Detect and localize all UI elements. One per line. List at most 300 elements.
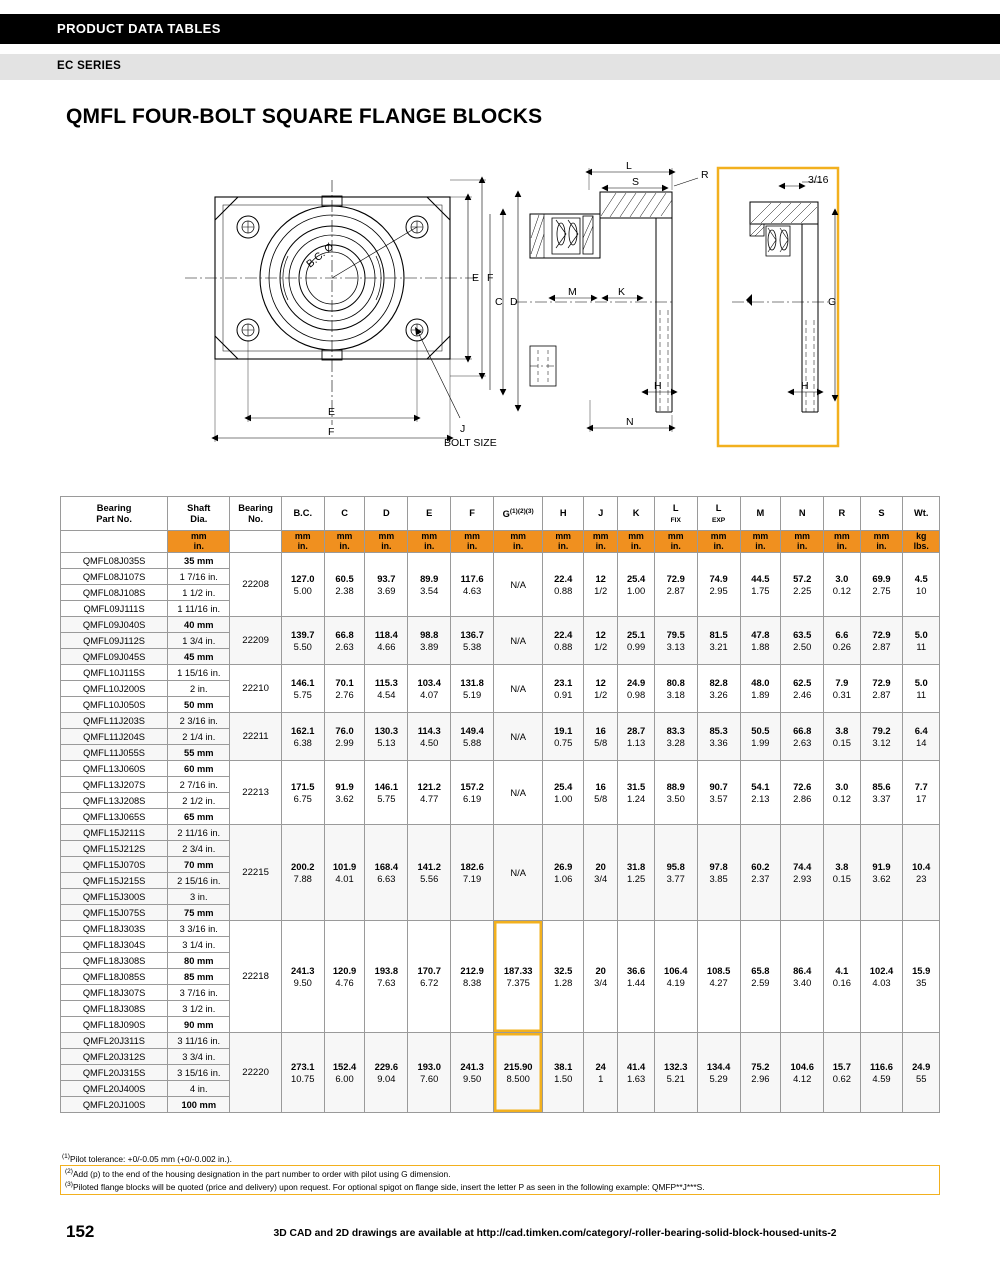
cell-shaft-dia: 3 7/16 in. xyxy=(168,985,230,1001)
units-lexp: mm in. xyxy=(697,531,740,553)
page-title: QMFL FOUR-BOLT SQUARE FLANGE BLOCKS xyxy=(66,105,543,128)
cell-g: N/A xyxy=(494,713,543,761)
cell-bearing-no: 22208 xyxy=(230,553,281,617)
series-label: EC SERIES xyxy=(57,60,122,72)
cell-r: 6.6 0.26 xyxy=(824,617,860,665)
cell-r: 15.7 0.62 xyxy=(824,1033,860,1113)
footnotes xyxy=(60,1152,940,1195)
cell-m: 60.2 2.37 xyxy=(740,825,781,921)
cell-d: 168.4 6.63 xyxy=(365,825,408,921)
cell-r: 4.1 0.16 xyxy=(824,921,860,1033)
cell-part-no: QMFL18J307S xyxy=(61,985,168,1001)
cell-part-no: QMFL09J040S xyxy=(61,617,168,633)
cell-g: 187.33 7.375 xyxy=(494,921,543,1033)
cell-k: 31.5 1.24 xyxy=(618,761,654,825)
product-data-table xyxy=(60,496,940,1113)
cell-f: 136.7 5.38 xyxy=(451,617,494,665)
cell-m: 54.1 2.13 xyxy=(740,761,781,825)
col-k: K xyxy=(618,497,654,531)
cell-shaft-dia: 45 mm xyxy=(168,649,230,665)
hdr-text: L xyxy=(672,502,679,513)
cell-shaft-dia: 2 7/16 in. xyxy=(168,777,230,793)
cell-part-no: QMFL10J050S xyxy=(61,697,168,713)
cell-shaft-dia: 3 in. xyxy=(168,889,230,905)
cell-f: 212.9 8.38 xyxy=(451,921,494,1033)
cell-part-no: QMFL20J311S xyxy=(61,1033,168,1049)
cell-k: 25.4 1.00 xyxy=(618,553,654,617)
col-bc: B.C. xyxy=(281,497,324,531)
cell-bc: 127.0 5.00 xyxy=(281,553,324,617)
cell-c: 152.4 6.00 xyxy=(324,1033,365,1113)
cell-lfix: 88.9 3.50 xyxy=(654,761,697,825)
cell-k: 36.6 1.44 xyxy=(618,921,654,1033)
units-k: mm in. xyxy=(618,531,654,553)
cell-shaft-dia: 1 15/16 in. xyxy=(168,665,230,681)
units-shaft xyxy=(168,531,230,553)
cell-bc: 200.2 7.88 xyxy=(281,825,324,921)
cell-part-no: QMFL15J211S xyxy=(61,825,168,841)
label-k: K xyxy=(618,286,626,298)
hdr-text: Shaft xyxy=(187,502,211,513)
units-m: mm in. xyxy=(740,531,781,553)
label-d: D xyxy=(510,296,518,308)
hdr-text: Part No. xyxy=(96,513,132,524)
cell-f: 149.4 5.88 xyxy=(451,713,494,761)
cell-lfix: 79.5 3.13 xyxy=(654,617,697,665)
cell-lexp: 90.7 3.57 xyxy=(697,761,740,825)
footnote-1: $^{(1)}$Pilot tolerance: +0/-0.05 mm (+0/-0.002 in.). xyxy=(62,1153,232,1164)
units-n: mm in. xyxy=(781,531,824,553)
units-h: mm in. xyxy=(543,531,584,553)
cell-e: 141.2 5.56 xyxy=(408,825,451,921)
cell-lfix: 72.9 2.87 xyxy=(654,553,697,617)
cell-shaft-dia: 2 15/16 in. xyxy=(168,873,230,889)
cell-shaft-dia: 70 mm xyxy=(168,857,230,873)
cell-lexp: 108.5 4.27 xyxy=(697,921,740,1033)
units-r: mm in. xyxy=(824,531,860,553)
cell-c: 66.8 2.63 xyxy=(324,617,365,665)
cell-lexp: 74.9 2.95 xyxy=(697,553,740,617)
cell-lfix: 83.3 3.28 xyxy=(654,713,697,761)
col-c: C xyxy=(324,497,365,531)
label-e-left: E xyxy=(472,272,480,284)
cell-bc: 139.7 5.50 xyxy=(281,617,324,665)
cell-n: 74.4 2.93 xyxy=(781,825,824,921)
label-s: S xyxy=(632,176,640,188)
col-shaft-dia xyxy=(168,497,230,531)
cell-r: 7.9 0.31 xyxy=(824,665,860,713)
cell-wt: 15.9 35 xyxy=(903,921,940,1033)
cell-h: 25.4 1.00 xyxy=(543,761,584,825)
col-n: N xyxy=(781,497,824,531)
cell-d: 193.8 7.63 xyxy=(365,921,408,1033)
cell-lexp: 85.3 3.36 xyxy=(697,713,740,761)
table-row xyxy=(61,553,940,569)
cell-h: 23.1 0.91 xyxy=(543,665,584,713)
cell-shaft-dia: 3 15/16 in. xyxy=(168,1065,230,1081)
col-l-fix xyxy=(654,497,697,531)
cell-m: 47.8 1.88 xyxy=(740,617,781,665)
cell-d: 130.3 5.13 xyxy=(365,713,408,761)
units-bc: mm in. xyxy=(281,531,324,553)
units-f: mm in. xyxy=(451,531,494,553)
cell-part-no: QMFL10J200S xyxy=(61,681,168,697)
cell-part-no: QMFL09J111S xyxy=(61,601,168,617)
cell-lexp: 97.8 3.85 xyxy=(697,825,740,921)
label-g: G xyxy=(828,296,837,308)
hdr-text: Dia. xyxy=(190,513,208,524)
cell-shaft-dia: 40 mm xyxy=(168,617,230,633)
col-r: R xyxy=(824,497,860,531)
cell-e: 121.2 4.77 xyxy=(408,761,451,825)
cell-j: 20 3/4 xyxy=(584,921,618,1033)
footnote-2-text: Add (p) to the end of the housing designation in the part number to order with pilot using G dimension. xyxy=(72,1168,451,1179)
cell-part-no: QMFL18J308S xyxy=(61,1001,168,1017)
footnote-2: $^{(2)}$Add (p) to the end of the housing designation in the part number to order with pilot using G dimension. xyxy=(65,1167,451,1179)
cell-part-no: QMFL08J035S xyxy=(61,553,168,569)
cell-part-no: QMFL15J070S xyxy=(61,857,168,873)
cell-r: 3.8 0.15 xyxy=(824,713,860,761)
cell-shaft-dia: 1 1/2 in. xyxy=(168,585,230,601)
label-m: M xyxy=(568,286,577,298)
product-data-tables-label: PRODUCT DATA TABLES xyxy=(57,21,221,36)
cell-shaft-dia: 2 1/2 in. xyxy=(168,793,230,809)
cell-c: 91.9 3.62 xyxy=(324,761,365,825)
cell-shaft-dia: 3 3/16 in. xyxy=(168,921,230,937)
cell-f: 131.8 5.19 xyxy=(451,665,494,713)
table-header-row xyxy=(61,497,940,531)
cell-wt: 4.5 10 xyxy=(903,553,940,617)
label-h1: H xyxy=(654,380,662,392)
cell-lexp: 82.8 3.26 xyxy=(697,665,740,713)
cell-m: 50.5 1.99 xyxy=(740,713,781,761)
cell-lexp: 81.5 3.21 xyxy=(697,617,740,665)
hdr-text: G xyxy=(502,508,510,519)
cell-part-no: QMFL11J055S xyxy=(61,745,168,761)
label-r: R xyxy=(701,169,709,181)
cell-k: 28.7 1.13 xyxy=(618,713,654,761)
col-j: J xyxy=(584,497,618,531)
cell-k: 25.1 0.99 xyxy=(618,617,654,665)
units-g: mm in. xyxy=(494,531,543,553)
cell-lfix: 106.4 4.19 xyxy=(654,921,697,1033)
cell-lfix: 80.8 3.18 xyxy=(654,665,697,713)
cell-s: 72.9 2.87 xyxy=(860,617,903,665)
cell-wt: 24.9 55 xyxy=(903,1033,940,1113)
cell-g: N/A xyxy=(494,825,543,921)
cell-shaft-dia: 65 mm xyxy=(168,809,230,825)
cell-j: 12 1/2 xyxy=(584,665,618,713)
label-f-dim: F xyxy=(328,426,335,438)
cell-g: N/A xyxy=(494,761,543,825)
hdr-text: L xyxy=(715,502,722,513)
label-three-sixteen: 3/16 xyxy=(808,174,829,186)
col-e: E xyxy=(408,497,451,531)
table-row xyxy=(61,825,940,841)
col-m: M xyxy=(740,497,781,531)
cell-shaft-dia: 50 mm xyxy=(168,697,230,713)
cell-shaft-dia: 2 11/16 in. xyxy=(168,825,230,841)
cell-d: 229.6 9.04 xyxy=(365,1033,408,1113)
cell-wt: 5.0 11 xyxy=(903,665,940,713)
cell-shaft-dia: 1 3/4 in. xyxy=(168,633,230,649)
hdr-text: Bearing xyxy=(96,502,132,513)
table-row xyxy=(61,761,940,777)
cell-bearing-no: 22213 xyxy=(230,761,281,825)
cell-wt: 6.4 14 xyxy=(903,713,940,761)
label-c: C xyxy=(495,296,503,308)
cell-bc: 273.1 10.75 xyxy=(281,1033,324,1113)
cell-bearing-no: 22220 xyxy=(230,1033,281,1113)
cell-part-no: QMFL20J400S xyxy=(61,1081,168,1097)
col-f: F xyxy=(451,497,494,531)
cell-n: 63.5 2.50 xyxy=(781,617,824,665)
cell-g: 215.90 8.500 xyxy=(494,1033,543,1113)
cell-d: 118.4 4.66 xyxy=(365,617,408,665)
cell-r: 3.8 0.15 xyxy=(824,825,860,921)
cell-e: 89.9 3.54 xyxy=(408,553,451,617)
data-table-wrapper xyxy=(60,496,940,1113)
cell-s: 102.4 4.03 xyxy=(860,921,903,1033)
cell-j: 20 3/4 xyxy=(584,825,618,921)
cell-n: 72.6 2.86 xyxy=(781,761,824,825)
cell-s: 85.6 3.37 xyxy=(860,761,903,825)
units-wt: kg lbs. xyxy=(903,531,940,553)
units-e: mm in. xyxy=(408,531,451,553)
label-f-left: F xyxy=(487,272,494,284)
cell-part-no: QMFL18J085S xyxy=(61,969,168,985)
cell-part-no: QMFL10J115S xyxy=(61,665,168,681)
cell-m: 75.2 2.96 xyxy=(740,1033,781,1113)
cell-f: 241.3 9.50 xyxy=(451,1033,494,1113)
cell-n: 66.8 2.63 xyxy=(781,713,824,761)
cell-part-no: QMFL15J212S xyxy=(61,841,168,857)
cell-shaft-dia: 85 mm xyxy=(168,969,230,985)
cell-n: 62.5 2.46 xyxy=(781,665,824,713)
cell-part-no: QMFL13J207S xyxy=(61,777,168,793)
hdr-sub: EXP xyxy=(711,516,726,524)
cell-part-no: QMFL11J204S xyxy=(61,729,168,745)
cell-shaft-dia: 60 mm xyxy=(168,761,230,777)
cell-wt: 5.0 11 xyxy=(903,617,940,665)
cell-g: N/A xyxy=(494,665,543,713)
label-bc: B.C. Ø xyxy=(304,240,337,271)
col-d: D xyxy=(365,497,408,531)
cell-c: 70.1 2.76 xyxy=(324,665,365,713)
cell-j: 12 1/2 xyxy=(584,553,618,617)
cell-bc: 241.3 9.50 xyxy=(281,921,324,1033)
cell-lfix: 132.3 5.21 xyxy=(654,1033,697,1113)
cell-bearing-no: 22210 xyxy=(230,665,281,713)
cell-n: 57.2 2.25 xyxy=(781,553,824,617)
cell-shaft-dia: 2 in. xyxy=(168,681,230,697)
cell-s: 79.2 3.12 xyxy=(860,713,903,761)
unit-mm: mm xyxy=(190,531,207,541)
cell-bc: 171.5 6.75 xyxy=(281,761,324,825)
cell-shaft-dia: 2 1/4 in. xyxy=(168,729,230,745)
cell-r: 3.0 0.12 xyxy=(824,761,860,825)
table-row xyxy=(61,713,940,729)
col-bearing-part-no xyxy=(61,497,168,531)
label-h2: H xyxy=(801,380,809,392)
cell-bc: 162.1 6.38 xyxy=(281,713,324,761)
cell-shaft-dia: 100 mm xyxy=(168,1097,230,1113)
cell-part-no: QMFL13J060S xyxy=(61,761,168,777)
cell-part-no: QMFL11J203S xyxy=(61,713,168,729)
cell-bearing-no: 22211 xyxy=(230,713,281,761)
cell-wt: 10.4 23 xyxy=(903,825,940,921)
unit-in: in. xyxy=(193,540,204,551)
product-data-tables-bar xyxy=(0,14,1000,44)
cell-h: 26.9 1.06 xyxy=(543,825,584,921)
cell-part-no: QMFL20J100S xyxy=(61,1097,168,1113)
cell-part-no: QMFL13J065S xyxy=(61,809,168,825)
footnote-3: $^{(3)}$Piloted flange blocks will be quoted (price and delivery) upon request. For optional spigot on flange side, insert the letter P as seen in the following example: QMFP**J***S. xyxy=(65,1180,705,1192)
cell-shaft-dia: 3 1/2 in. xyxy=(168,1001,230,1017)
cell-n: 104.6 4.12 xyxy=(781,1033,824,1113)
series-bar xyxy=(0,54,1000,80)
cell-shaft-dia: 35 mm xyxy=(168,553,230,569)
cell-m: 48.0 1.89 xyxy=(740,665,781,713)
cell-shaft-dia: 90 mm xyxy=(168,1017,230,1033)
cell-bearing-no: 22209 xyxy=(230,617,281,665)
cell-n: 86.4 3.40 xyxy=(781,921,824,1033)
units-c: mm in. xyxy=(324,531,365,553)
units-blank-2 xyxy=(230,531,281,553)
cell-part-no: QMFL15J215S xyxy=(61,873,168,889)
cell-shaft-dia: 2 3/4 in. xyxy=(168,841,230,857)
cell-shaft-dia: 80 mm xyxy=(168,953,230,969)
label-bolt-size: BOLT SIZE xyxy=(444,437,497,449)
table-units-row xyxy=(61,531,940,553)
hdr-text: Bearing xyxy=(238,502,273,513)
label-l: L xyxy=(626,160,632,172)
col-g xyxy=(494,497,543,531)
hdr-sub: FIX xyxy=(670,516,681,524)
cell-shaft-dia: 1 11/16 in. xyxy=(168,601,230,617)
units-d: mm in. xyxy=(365,531,408,553)
cell-e: 193.0 7.60 xyxy=(408,1033,451,1113)
technical-drawing xyxy=(60,150,940,480)
cell-shaft-dia: 1 7/16 in. xyxy=(168,569,230,585)
cell-e: 103.4 4.07 xyxy=(408,665,451,713)
label-j: J xyxy=(460,423,466,435)
hdr-text: No. xyxy=(248,513,264,524)
col-h: H xyxy=(543,497,584,531)
table-row xyxy=(61,665,940,681)
cell-lfix: 95.8 3.77 xyxy=(654,825,697,921)
col-bearing-no xyxy=(230,497,281,531)
footnote-3-text: Piloted flange blocks will be quoted (price and delivery) upon request. For optional spigot on flange side, insert the letter P as seen in the following example: QMFP**J***S. xyxy=(72,1181,705,1192)
cell-part-no: QMFL20J315S xyxy=(61,1065,168,1081)
cell-part-no: QMFL20J312S xyxy=(61,1049,168,1065)
table-row xyxy=(61,1033,940,1049)
cell-shaft-dia: 2 3/16 in. xyxy=(168,713,230,729)
cell-m: 44.5 1.75 xyxy=(740,553,781,617)
footer-note: 3D CAD and 2D drawings are available at http://cad.timken.com/category/-roller-bearing-solid-block-housed-units-2 xyxy=(273,1228,837,1239)
col-s: S xyxy=(860,497,903,531)
cell-part-no: QMFL18J303S xyxy=(61,921,168,937)
footnote-box xyxy=(60,1165,940,1195)
footnote-1-text: Pilot tolerance: +0/-0.05 mm (+0/-0.002 in.). xyxy=(69,1153,232,1164)
cell-part-no: QMFL18J090S xyxy=(61,1017,168,1033)
cell-e: 170.7 6.72 xyxy=(408,921,451,1033)
cell-f: 157.2 6.19 xyxy=(451,761,494,825)
cell-k: 24.9 0.98 xyxy=(618,665,654,713)
units-s: mm in. xyxy=(860,531,903,553)
cell-g: N/A xyxy=(494,553,543,617)
cell-h: 32.5 1.28 xyxy=(543,921,584,1033)
cell-h: 22.4 0.88 xyxy=(543,617,584,665)
cell-shaft-dia: 3 1/4 in. xyxy=(168,937,230,953)
cell-c: 101.9 4.01 xyxy=(324,825,365,921)
cell-shaft-dia: 3 11/16 in. xyxy=(168,1033,230,1049)
cell-e: 114.3 4.50 xyxy=(408,713,451,761)
cell-s: 72.9 2.87 xyxy=(860,665,903,713)
label-e-dim: E xyxy=(328,406,336,418)
cell-s: 116.6 4.59 xyxy=(860,1033,903,1113)
cell-part-no: QMFL18J308S xyxy=(61,953,168,969)
cell-part-no: QMFL09J112S xyxy=(61,633,168,649)
cell-r: 3.0 0.12 xyxy=(824,553,860,617)
hdr-sup: (1)(2)(3) xyxy=(509,507,534,515)
cell-shaft-dia: 3 3/4 in. xyxy=(168,1049,230,1065)
units-blank-1 xyxy=(61,531,168,553)
cell-part-no: QMFL18J304S xyxy=(61,937,168,953)
cell-c: 120.9 4.76 xyxy=(324,921,365,1033)
cell-shaft-dia: 4 in. xyxy=(168,1081,230,1097)
cell-d: 146.1 5.75 xyxy=(365,761,408,825)
table-body xyxy=(61,553,940,1113)
cell-wt: 7.7 17 xyxy=(903,761,940,825)
flange-block-drawing xyxy=(60,150,940,480)
label-n: N xyxy=(626,416,634,428)
table-row xyxy=(61,617,940,633)
cell-j: 12 1/2 xyxy=(584,617,618,665)
cell-bc: 146.1 5.75 xyxy=(281,665,324,713)
cell-bearing-no: 22218 xyxy=(230,921,281,1033)
cell-j: 16 5/8 xyxy=(584,713,618,761)
cell-part-no: QMFL13J208S xyxy=(61,793,168,809)
cell-k: 41.4 1.63 xyxy=(618,1033,654,1113)
cell-lexp: 134.4 5.29 xyxy=(697,1033,740,1113)
units-j: mm in. xyxy=(584,531,618,553)
cell-part-no: QMFL08J108S xyxy=(61,585,168,601)
cell-d: 93.7 3.69 xyxy=(365,553,408,617)
cell-shaft-dia: 75 mm xyxy=(168,905,230,921)
cell-h: 22.4 0.88 xyxy=(543,553,584,617)
cell-h: 19.1 0.75 xyxy=(543,713,584,761)
cell-f: 182.6 7.19 xyxy=(451,825,494,921)
cell-part-no: QMFL08J107S xyxy=(61,569,168,585)
cell-k: 31.8 1.25 xyxy=(618,825,654,921)
cell-j: 16 5/8 xyxy=(584,761,618,825)
page-number: 152 xyxy=(66,1222,95,1241)
cell-g: N/A xyxy=(494,617,543,665)
cell-d: 115.3 4.54 xyxy=(365,665,408,713)
cell-bearing-no: 22215 xyxy=(230,825,281,921)
cell-c: 76.0 2.99 xyxy=(324,713,365,761)
cell-e: 98.8 3.89 xyxy=(408,617,451,665)
cell-h: 38.1 1.50 xyxy=(543,1033,584,1113)
cell-part-no: QMFL15J075S xyxy=(61,905,168,921)
units-lfix: mm in. xyxy=(654,531,697,553)
col-l-exp xyxy=(697,497,740,531)
cell-shaft-dia: 55 mm xyxy=(168,745,230,761)
cell-j: 24 1 xyxy=(584,1033,618,1113)
cell-m: 65.8 2.59 xyxy=(740,921,781,1033)
cell-part-no: QMFL09J045S xyxy=(61,649,168,665)
